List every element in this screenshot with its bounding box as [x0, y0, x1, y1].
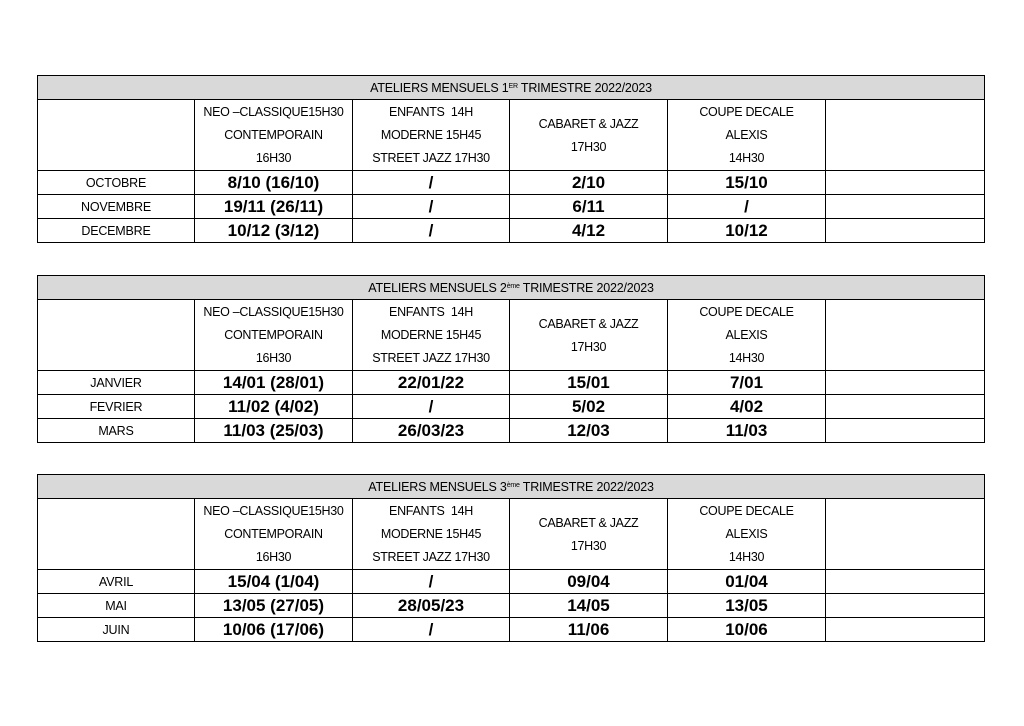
month-label: NOVEMBRE [38, 195, 195, 219]
schedule-table-trimestre-2 [37, 275, 985, 443]
header-line: ALEXIS [725, 128, 768, 142]
date-cell: / [353, 171, 510, 195]
title-text-suffix: TRIMESTRE 2022/2023 [517, 80, 652, 95]
table-title-row [38, 276, 985, 300]
table-row [38, 594, 985, 618]
header-cell [353, 100, 510, 171]
date-cell: 22/01/22 [353, 371, 510, 395]
date-cell: 09/04 [510, 570, 668, 594]
month-label: MAI [38, 594, 195, 618]
header-empty-cell [38, 499, 195, 570]
header-line: 16H30 [255, 351, 292, 365]
header-cell [353, 499, 510, 570]
month-label: FEVRIER [38, 395, 195, 419]
date-cell: 4/02 [668, 395, 826, 419]
header-cell [668, 100, 826, 171]
title-text: ATELIERS MENSUELS 3 [368, 479, 507, 494]
header-line: CABARET & JAZZ [538, 316, 639, 331]
date-cell: 4/12 [510, 219, 668, 243]
date-cell: 26/03/23 [353, 419, 510, 443]
header-line: STREET JAZZ 17H30 [372, 351, 490, 365]
header-line: 17H30 [570, 139, 607, 154]
table-title [38, 475, 985, 499]
header-line: CONTEMPORAIN [224, 328, 323, 342]
header-line: CABARET & JAZZ [538, 515, 639, 530]
title-ordinal: ème [506, 481, 520, 489]
table-row [38, 219, 985, 243]
date-cell: 13/05 (27/05) [195, 594, 353, 618]
title-text: ATELIERS MENSUELS 2 [368, 280, 507, 295]
date-cell: / [353, 395, 510, 419]
date-cell: 5/02 [510, 395, 668, 419]
header-cell [195, 300, 353, 371]
header-line: ALEXIS [725, 527, 768, 541]
date-cell: 11/06 [510, 618, 668, 642]
month-label: OCTOBRE [38, 171, 195, 195]
date-cell: 01/04 [668, 570, 826, 594]
header-line: MODERNE 15H45 [380, 328, 482, 342]
header-line: 17H30 [570, 538, 607, 553]
date-cell [826, 618, 985, 642]
date-cell: 10/06 (17/06) [195, 618, 353, 642]
date-cell: 8/10 (16/10) [195, 171, 353, 195]
header-empty-cell [826, 300, 985, 371]
date-cell: 15/04 (1/04) [195, 570, 353, 594]
header-line: STREET JAZZ 17H30 [372, 151, 490, 165]
header-line: NEO –CLASSIQUE15H30 [203, 105, 344, 119]
date-cell: 28/05/23 [353, 594, 510, 618]
header-line: STREET JAZZ 17H30 [372, 550, 490, 564]
header-line: COUPE DECALE [699, 105, 794, 119]
date-cell: / [353, 219, 510, 243]
date-cell: 7/01 [668, 371, 826, 395]
table-title-row [38, 475, 985, 499]
date-cell: 6/11 [510, 195, 668, 219]
month-label: MARS [38, 419, 195, 443]
date-cell: / [353, 618, 510, 642]
date-cell: 11/03 [668, 419, 826, 443]
date-cell: 11/03 (25/03) [195, 419, 353, 443]
header-empty-cell [826, 499, 985, 570]
header-cell [195, 499, 353, 570]
header-cell [668, 300, 826, 371]
header-line: ENFANTS 14H [389, 305, 473, 319]
table-title-row [38, 76, 985, 100]
date-cell [826, 570, 985, 594]
table-row [38, 618, 985, 642]
date-cell: 13/05 [668, 594, 826, 618]
date-cell: 14/01 (28/01) [195, 371, 353, 395]
date-cell [826, 594, 985, 618]
date-cell: 2/10 [510, 171, 668, 195]
header-line: ENFANTS 14H [389, 105, 473, 119]
header-line: MODERNE 15H45 [380, 527, 482, 541]
header-line: 16H30 [255, 151, 292, 165]
date-cell: 15/01 [510, 371, 668, 395]
header-line: MODERNE 15H45 [380, 128, 482, 142]
date-cell: 11/02 (4/02) [195, 395, 353, 419]
date-cell: 15/10 [668, 171, 826, 195]
header-empty-cell [826, 100, 985, 171]
header-line: NEO –CLASSIQUE15H30 [203, 504, 344, 518]
header-line: COUPE DECALE [699, 504, 794, 518]
title-text-suffix: TRIMESTRE 2022/2023 [519, 479, 654, 494]
table-row [38, 570, 985, 594]
table-row [38, 371, 985, 395]
table-row [38, 395, 985, 419]
header-cell [353, 300, 510, 371]
header-empty-cell [38, 300, 195, 371]
table-row [38, 419, 985, 443]
date-cell: 10/12 (3/12) [195, 219, 353, 243]
date-cell: 12/03 [510, 419, 668, 443]
table-title [38, 276, 985, 300]
month-label: JANVIER [38, 371, 195, 395]
header-line: NEO –CLASSIQUE15H30 [203, 305, 344, 319]
date-cell: 14/05 [510, 594, 668, 618]
header-line: CABARET & JAZZ [538, 116, 639, 131]
date-cell: 10/06 [668, 618, 826, 642]
date-cell: / [668, 195, 826, 219]
header-line: 14H30 [728, 351, 765, 365]
month-label: DECEMBRE [38, 219, 195, 243]
title-ordinal: ème [506, 282, 520, 290]
header-cell [510, 499, 668, 570]
table-title [38, 76, 985, 100]
header-line: ALEXIS [725, 328, 768, 342]
title-text-suffix: TRIMESTRE 2022/2023 [519, 280, 654, 295]
date-cell [826, 395, 985, 419]
header-cell [668, 499, 826, 570]
header-line: 17H30 [570, 339, 607, 354]
header-row [38, 100, 985, 171]
header-line: 14H30 [728, 550, 765, 564]
month-label: JUIN [38, 618, 195, 642]
header-line: 14H30 [728, 151, 765, 165]
header-row [38, 499, 985, 570]
header-line: ENFANTS 14H [389, 504, 473, 518]
date-cell [826, 419, 985, 443]
date-cell: 10/12 [668, 219, 826, 243]
header-empty-cell [38, 100, 195, 171]
header-cell [195, 100, 353, 171]
table-row [38, 195, 985, 219]
month-label: AVRIL [38, 570, 195, 594]
date-cell [826, 171, 985, 195]
schedule-table-trimestre-3 [37, 474, 985, 642]
date-cell [826, 219, 985, 243]
header-row [38, 300, 985, 371]
date-cell: / [353, 570, 510, 594]
header-line: 16H30 [255, 550, 292, 564]
header-cell [510, 300, 668, 371]
title-text: ATELIERS MENSUELS 1 [370, 80, 509, 95]
date-cell: 19/11 (26/11) [195, 195, 353, 219]
schedule-table-trimestre-1 [37, 75, 985, 243]
header-line: COUPE DECALE [699, 305, 794, 319]
date-cell [826, 371, 985, 395]
header-cell [510, 100, 668, 171]
title-ordinal: ER [508, 82, 518, 90]
header-line: CONTEMPORAIN [224, 128, 323, 142]
header-line: CONTEMPORAIN [224, 527, 323, 541]
date-cell: / [353, 195, 510, 219]
table-row [38, 171, 985, 195]
date-cell [826, 195, 985, 219]
